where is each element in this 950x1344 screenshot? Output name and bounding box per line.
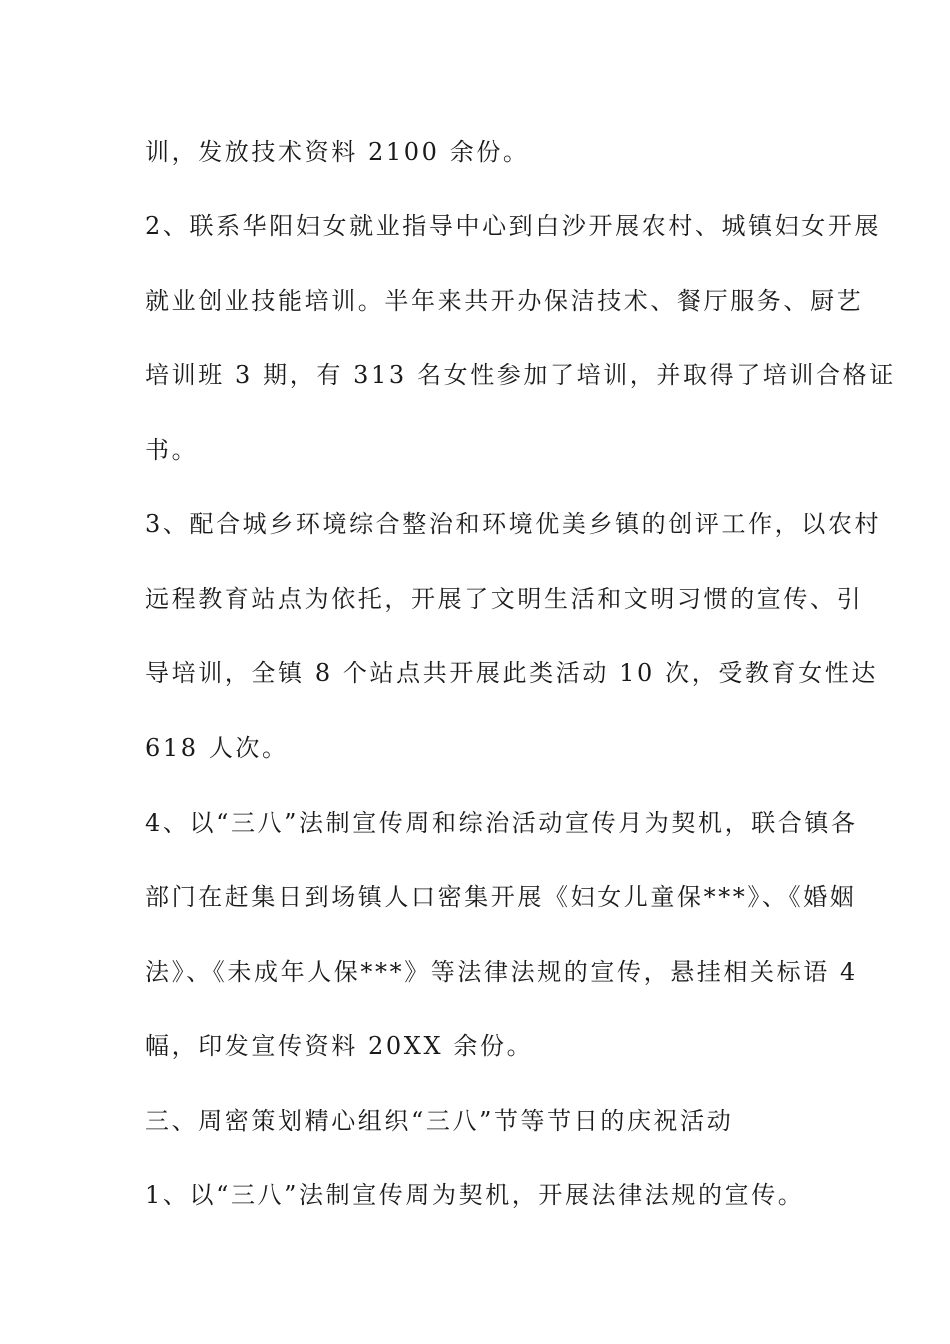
text-line-9: 618 人次。	[145, 734, 289, 762]
text-line-15: 1、以“三八”法制宣传周为契机，开展法律法规的宣传。	[145, 1181, 805, 1209]
text-line-1: 训，发放技术资料 2100 余份。	[145, 138, 530, 166]
text-line-10: 4、以“三八”法制宣传周和综治活动宣传月为契机，联合镇各	[145, 809, 858, 837]
text-line-2: 2、联系华阳妇女就业指导中心到白沙开展农村、城镇妇女开展	[145, 212, 882, 240]
text-line-8: 导培训，全镇 8 个站点共开展此类活动 10 次，受教育女性达	[145, 659, 878, 687]
text-line-11: 部门在赶集日到场镇人口密集开展《妇女儿童保***》、《婚姻	[145, 883, 857, 911]
text-line-6: 3、配合城乡环境综合整治和环境优美乡镇的创评工作，以农村	[145, 510, 882, 538]
text-line-3: 就业创业技能培训。半年来共开办保洁技术、餐厅服务、厨艺	[145, 287, 864, 315]
text-line-5: 书。	[145, 436, 199, 464]
text-line-13: 幅，印发宣传资料 20XX 余份。	[145, 1032, 534, 1060]
section-heading: 三、周密策划精心组织“三八”节等节日的庆祝活动	[145, 1107, 734, 1135]
text-line-7: 远程教育站点为依托，开展了文明生活和文明习惯的宣传、引	[145, 585, 864, 613]
text-line-4: 培训班 3 期，有 313 名女性参加了培训，并取得了培训合格证	[145, 361, 896, 389]
text-line-12: 法》、《未成年人保***》等法律法规的宣传，悬挂相关标语 4	[145, 958, 858, 986]
